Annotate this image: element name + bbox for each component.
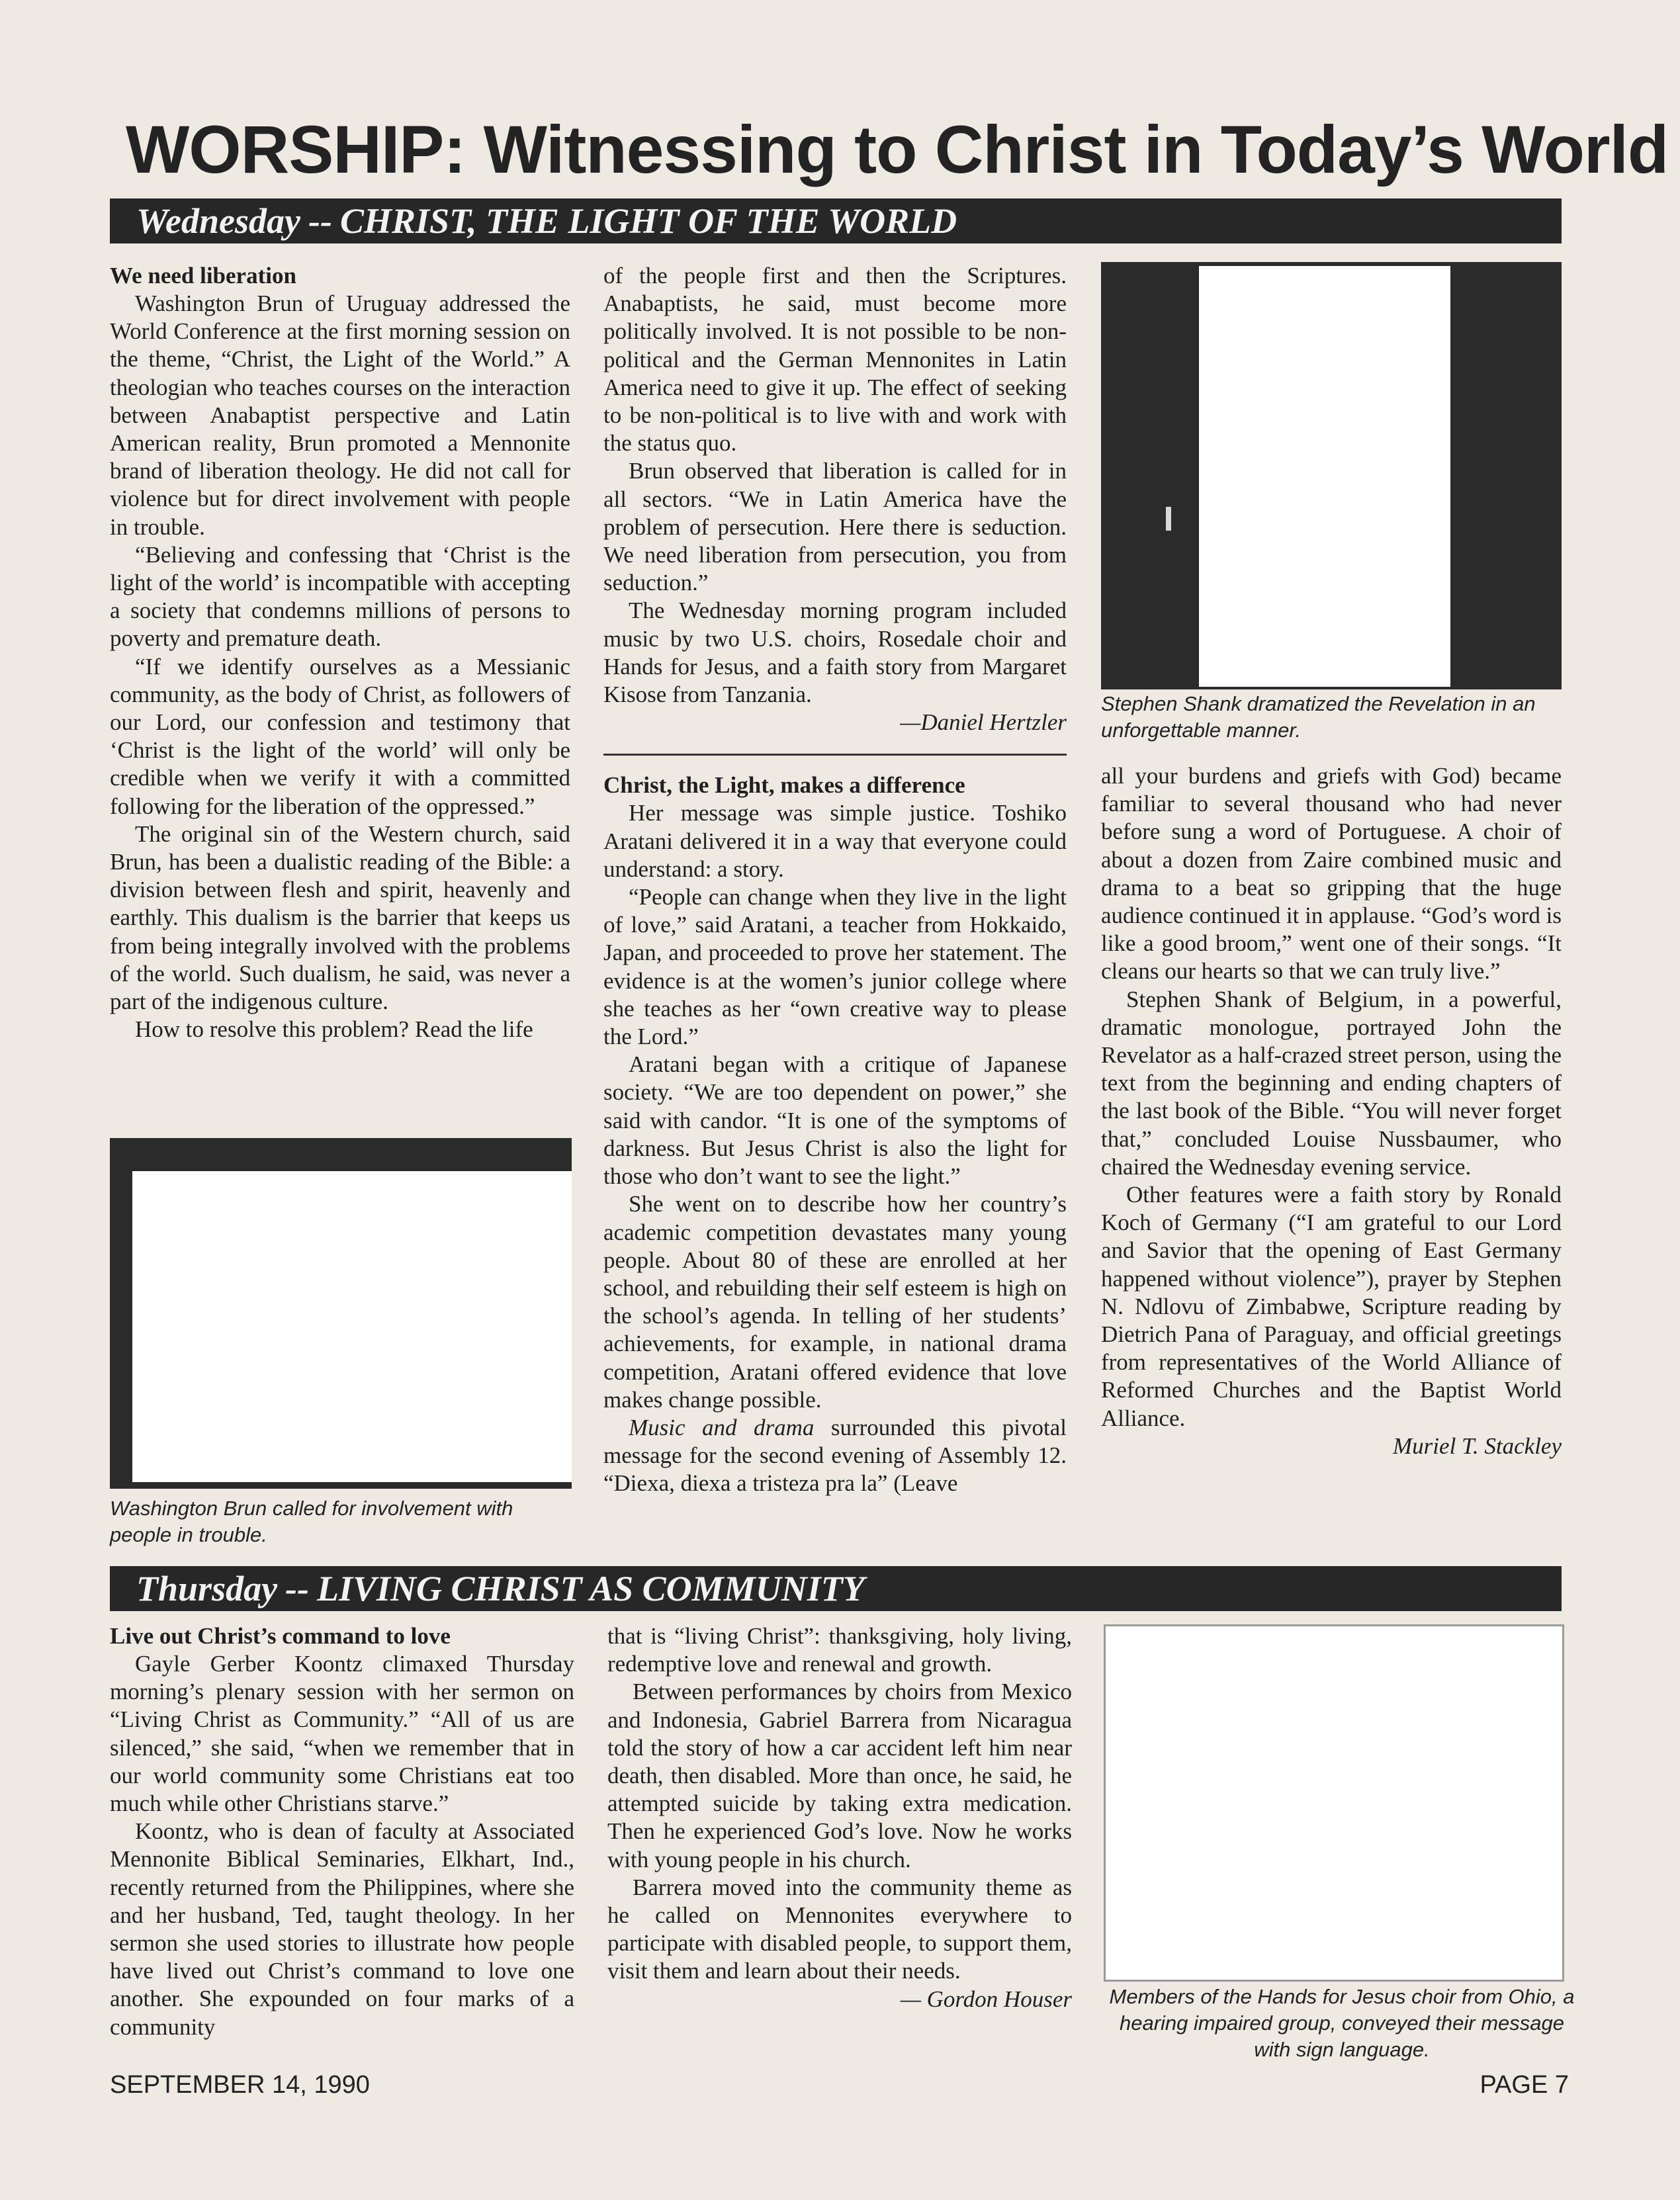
paragraph: Aratani began with a critique of Japanese society. “We are too dependent on power,” she said with candor. “It is one of the symptoms of darkness. But Jesus Christ is also the light for those who don’t want to see the light.” [603, 1051, 1067, 1190]
byline: —Daniel Hertzler [900, 709, 1067, 736]
byline: Muriel T. Stackley [1393, 1432, 1562, 1459]
photo-hands-for-jesus-choir [1104, 1624, 1564, 1982]
paragraph: Between performances by choirs from Mexico and Indonesia, Gabriel Barrera from Nicaragua told the story of how a car accident left him near death, then disabled. More than once, he said, he attempted suicide by taking extra medication. Then he experienced God’s love. Now he works with young people in his church. [607, 1679, 1072, 1872]
photo-highlight [1166, 507, 1171, 531]
banner-dash: -- [285, 1569, 310, 1608]
photo-placeholder [132, 1171, 572, 1482]
article-heading: Live out Christ’s command to love [110, 1623, 451, 1649]
page-title: WORSHIP: Witnessing to Christ in Today’s World [126, 112, 1669, 187]
caption-choir: Members of the Hands for Jesus choir from Ohio, a hearing impaired group, conveyed their message with sign language. [1109, 1985, 1575, 2061]
paragraph: “Believing and confessing that ‘Christ is the light of the world’ is incompatible with accepting a society that condemns millions of persons to poverty and premature death. [110, 541, 570, 652]
article-heading: We need liberation [110, 263, 296, 288]
paragraph: Koontz, who is dean of faculty at Associated Mennonite Biblical Seminaries, Elkhart, Ind., recently returned from the Philippines, where she and her husband, Ted, taught theology. In her sermon she used stories to illustrate how people have lived out Christ’s command to love one another. She expounded on four marks of a community [110, 1818, 574, 2040]
photo-washington-brun [110, 1138, 572, 1489]
divider [603, 754, 1067, 756]
caption-shank: Stephen Shank dramatized the Revelation in an unforgettable manner. [1101, 692, 1536, 742]
paragraph: “People can change when they live in the light of love,” said Aratani, a teacher from Hokkaido, Japan, and proceeded to prove her statement. The evidence is at the women’s junior college where she teaches as her “own creative way to please the Lord.” [603, 884, 1067, 1050]
paragraph: The Wednesday morning program included music by two U.S. choirs, Rosedale choir and Hands for Jesus, and a faith story from Margaret Kisose from Tanzania. [603, 597, 1067, 708]
banner-day: Wednesday [136, 201, 300, 241]
banner-theme: CHRIST, THE LIGHT OF THE WORLD [339, 201, 957, 241]
paragraph: Barrera moved into the community theme as he called on Mennonites everywhere to participate with disabled people, to support them, visit them and learn about their needs. [607, 1874, 1072, 1984]
paragraph: She went on to describe how her country’s academic competition devastates many young people. About 80 of these are enrolled at her school, and rebuilding their self esteem is high on the school’s agenda. In telling of her students’ achievements, for example, in national drama competition, Aratani offered evidence that love makes change possible. [603, 1191, 1067, 1413]
paragraph: all your burdens and griefs with God) became familiar to several thousand who had never before sung a word of Portuguese. A choir of about a dozen from Zaire combined music and drama to a beat so gripping that the huge audience continued it in applause. “God’s word is like a good broom,” went one of their songs. “It cleans our hearts so that we can truly live.” [1101, 763, 1562, 985]
paragraph [603, 1414, 1067, 1498]
paragraph: The original sin of the Western church, said Brun, has been a dualistic reading of the Bible: a division between flesh and spirit, heavenly and earthly. This dualism is the barrier that keeps us from being integrally involved with the problems of the world. Such dualism, he said, was never a part of the indigenous culture. [110, 820, 570, 1015]
wednesday-banner [110, 198, 1562, 243]
photo-placeholder [1199, 266, 1450, 687]
paragraph: “If we identify ourselves as a Messianic community, as the body of Christ, as followers of our Lord, our confession and testimony that ‘Christ is the light of the world’ will only be credible when we verify it with a committed following for the liberation of the oppressed.” [110, 653, 570, 819]
caption-brun: Washington Brun called for involvement with people in trouble. [110, 1497, 513, 1546]
article-liberation-col1 [110, 262, 570, 1043]
paragraph: Her message was simple justice. Toshiko Aratani delivered it in a way that everyone could understand: a story. [603, 800, 1067, 882]
article-liberation-col2 [603, 262, 1067, 1498]
banner-theme: LIVING CHRIST AS COMMUNITY [317, 1569, 865, 1608]
article-community-col1 [110, 1622, 574, 2041]
paragraph: Gayle Gerber Koontz climaxed Thursday morning’s plenary session with her sermon on “Living Christ as Community.” “All of us are silenced,” she said, “when we remember that in our world community some Christians eat too much while other Christians starve.” [110, 1651, 574, 1817]
paragraph: How to resolve this problem? Read the life [135, 1016, 533, 1043]
italic-phrase: Music and drama [629, 1414, 815, 1440]
banner-dash: -- [308, 201, 332, 241]
banner-day: Thursday [136, 1569, 278, 1608]
footer-date: SEPTEMBER 14, 1990 [110, 2071, 370, 2099]
photo-stephen-shank [1101, 262, 1562, 689]
paragraph: Brun observed that liberation is called for in all sectors. “We in Latin America have the problem of persecution. Here there is seduction. We need liberation from persecution, you from seduction.” [603, 458, 1067, 596]
article-heading: Christ, the Light, makes a difference [603, 772, 965, 799]
byline: — Gordon Houser [900, 1986, 1072, 2012]
paragraph: Other features were a faith story by Ronald Koch of Germany (“I am grateful to our Lord and Savior that the opening of East Germany happened without violence”), prayer by Stephen N. Ndlovu of Zimbabwe, Scripture reading by Dietrich Pana of Paraguay, and official greetings from representatives of the World Alliance of Reformed Churches and the Baptist World Alliance. [1101, 1182, 1562, 1431]
footer-page-number: PAGE 7 [1480, 2071, 1569, 2099]
article-community-col2 [607, 1622, 1072, 2013]
paragraph-rest: surrounded this pivotal message for the second evening of Assembly 12. “Diexa, diexa a tristeza pra la” (Leave [603, 1414, 1067, 1497]
paragraph: Stephen Shank of Belgium, in a powerful, dramatic monologue, portrayed John the Revelator as a half-crazed street person, using the text from the beginning and ending chapters of the last book of the Bible. “You will never forget that,” concluded Louise Nussbaumer, who chaired the Wednesday evening service. [1101, 986, 1562, 1180]
article-light-col3 [1101, 762, 1562, 1460]
paragraph: of the people first and then the Scriptures. Anabaptists, he said, must become more politically involved. It is not possible to be non-political and the German Mennonites in Latin America need to give it up. The effect of seeking to be non-political is to live with and work with the status quo. [603, 263, 1067, 457]
paragraph: that is “living Christ”: thanksgiving, holy living, redemptive love and renewal and growth. [607, 1623, 1072, 1677]
photo-placeholder [1106, 1626, 1562, 1980]
paragraph: Washington Brun of Uruguay addressed the World Conference at the first morning session on the theme, “Christ, the Light of the World.” A theologian who teaches courses on the interaction between Anabaptist perspective and Latin American reality, Brun promoted a Mennonite brand of liberation theology. He did not call for violence but for direct involvement with people in trouble. [110, 290, 570, 540]
thursday-banner [110, 1566, 1562, 1611]
